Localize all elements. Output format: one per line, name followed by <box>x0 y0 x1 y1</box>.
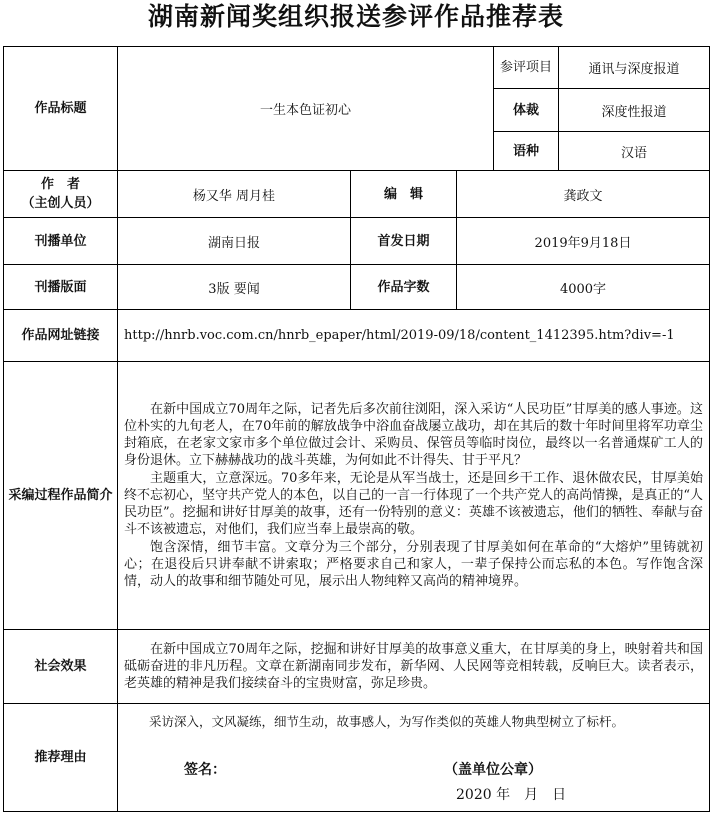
row-page-section <box>4 265 710 310</box>
language-value: 汉语 <box>559 132 710 171</box>
row-category <box>4 47 710 89</box>
row-publisher <box>4 218 710 265</box>
row-url <box>4 310 710 362</box>
page-section-value: 3版 要闻 <box>118 265 351 310</box>
reason-text: 采访深入，文风凝练，细节生动，故事感人，为写作类似的英雄人物典型树立了标杆。 <box>149 714 625 729</box>
genre-label: 体裁 <box>494 89 559 132</box>
row-intro <box>4 362 710 630</box>
category-label: 参评项目 <box>494 47 559 89</box>
signature-label: 签名： <box>184 762 226 778</box>
page-title: 湖南新闻奖组织报送参评作品推荐表 <box>147 2 564 31</box>
intro-paragraph-2: 主题重大，立意深远。70多年来，无论是从军当战士，还是回乡干工作、退休做农民，甘厚美始终不忘初心，坚守共产党人的本色，以自己的一言一行体现了一个共产党人的高尚情操，是真正的“人民功臣”。挖掘和讲好甘厚美的故事，还有一份特别的意义：英雄不该被遗忘，他们的牺牲、奉献与奋斗不该被遗忘，对他们，我们应当奉上最崇高的敬。 <box>124 470 703 538</box>
work-title-label: 作品标题 <box>4 47 118 171</box>
publisher-label: 刊播单位 <box>4 218 118 265</box>
intro-label: 采编过程作品简介 <box>4 362 118 630</box>
work-title-value: 一生本色证初心 <box>118 47 494 171</box>
url-label: 作品网址链接 <box>4 310 118 362</box>
first-date-value: 2019年9月18日 <box>457 218 710 265</box>
author-label-cell <box>4 171 118 218</box>
page-section-label: 刊播版面 <box>4 265 118 310</box>
intro-paragraph-3: 饱含深情，细节丰富。文章分为三个部分，分别表现了甘厚美如何在革命的“大熔炉”里铸就初心；在退役后只讲奉献不讲索取；严格要求自己和家人，一辈子保持公而忘私的本色。写作饱含深情，动人的故事和细节随处可见，展示出人物纯粹又高尚的精神境界。 <box>124 539 703 589</box>
word-count-label: 作品字数 <box>351 265 457 310</box>
publisher-value: 湖南日报 <box>118 218 351 265</box>
intro-paragraph-1: 在新中国成立70周年之际，记者先后多次前往浏阳，深入采访“人民功臣”甘厚美的感人事迹。这位朴实的九旬老人，在70年前的解放战争中浴血奋战屡立战功，却在其后的数十年时间里将军功章尘封箱底，在老家文家市多个单位做过会计、采购员、保管员等临时岗位，最终以一名普通煤矿工人的身份退休。立下赫赫战功的战斗英雄，为何如此不计得失、甘于平凡？ <box>124 401 703 469</box>
author-label: 作 者 <box>40 177 80 192</box>
category-value: 通讯与深度报道 <box>559 47 710 89</box>
intro-body <box>118 362 710 630</box>
effect-label: 社会效果 <box>4 630 118 704</box>
genre-value: 深度性报道 <box>559 89 710 132</box>
author-sublabel: （主创人员） <box>21 196 100 211</box>
first-date-label: 首发日期 <box>351 218 457 265</box>
author-value: 杨又华 周月桂 <box>118 171 351 218</box>
reason-label: 推荐理由 <box>4 704 118 812</box>
effect-body <box>118 630 710 704</box>
reason-body <box>118 704 710 812</box>
effect-text: 在新中国成立70周年之际，挖掘和讲好甘厚美的故事意义重大，在甘厚美的身上，映射着共和国砥砺奋进的非凡历程。文章在新湖南同步发布，新华网、人民网等竞相转载，反响巨大。读者表示，老英雄的精神是我们接续奋斗的宝贵财富，弥足珍贵。 <box>124 641 703 692</box>
date-label: 2020 年 月 日 <box>456 787 567 803</box>
recommendation-form-table <box>3 46 710 812</box>
language-label: 语种 <box>494 132 559 171</box>
url-value: http://hnrb.voc.com.cn/hnrb_epaper/html/2019-09/18/content_1412395.htm?div=-1 <box>118 310 710 362</box>
editor-label: 编 辑 <box>351 171 457 218</box>
row-effect <box>4 630 710 704</box>
editor-value: 龚政文 <box>457 171 710 218</box>
seal-label: （盖单位公章） <box>444 762 542 778</box>
row-author <box>4 171 710 218</box>
row-reason <box>4 704 710 812</box>
word-count-value: 4000字 <box>457 265 710 310</box>
